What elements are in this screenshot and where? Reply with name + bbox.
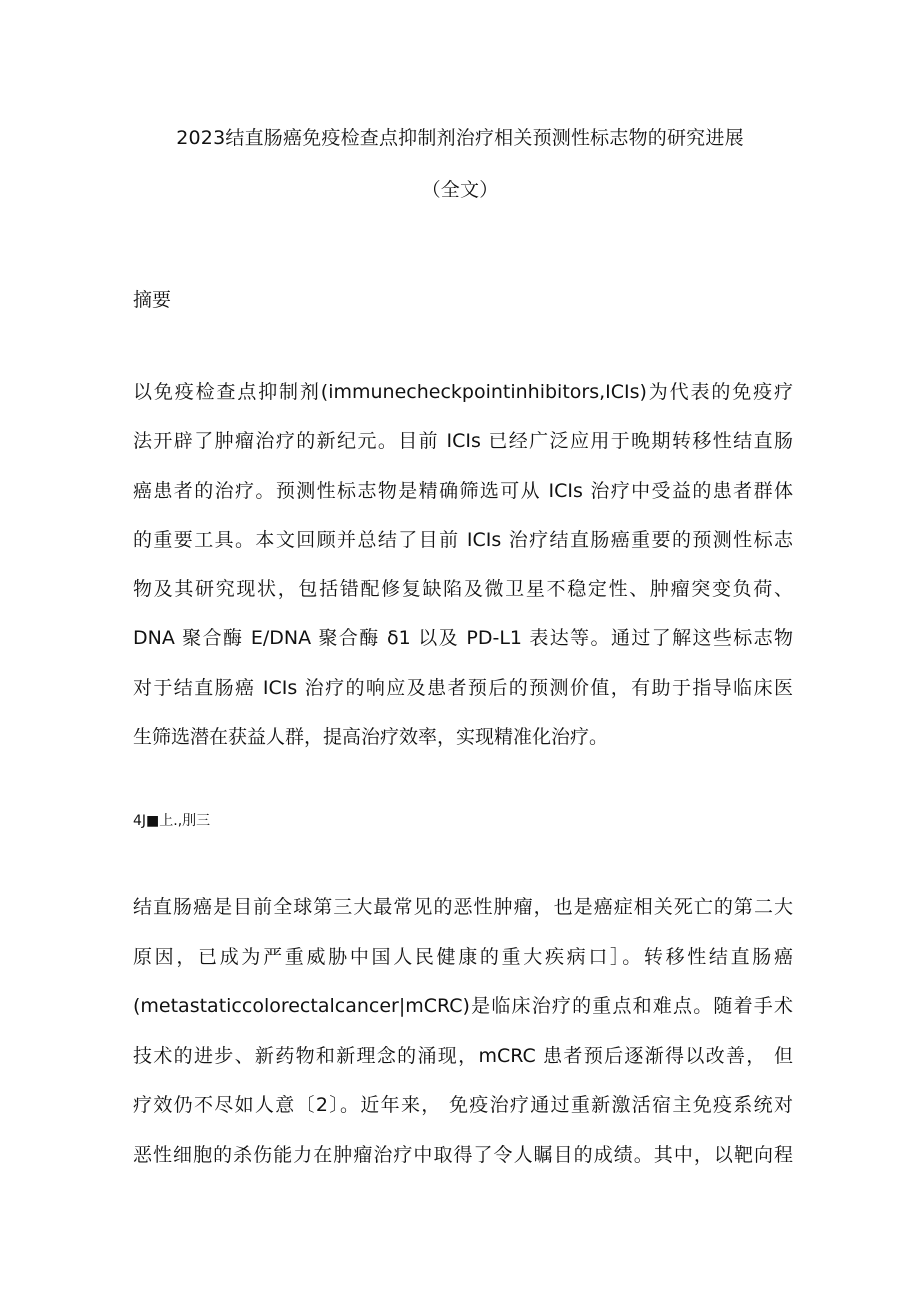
document-title: 2023结直肠癌免疫检查点抑制剂治疗相关预测性标志物的研究进展	[176, 127, 744, 149]
intro-line: 原因，已成为严重威胁中国人民健康的重大疾病口］。转移性结直肠癌	[133, 945, 793, 968]
abstract-line: 以免疫检查点抑制剂(immunecheckpointinhibitors,ICIs)为代表的免疫疗	[133, 381, 793, 403]
intro-line: 恶性细胞的杀伤能力在肿瘤治疗中取得了令人瞩目的成绩。其中，以靶向程	[133, 1143, 793, 1166]
abstract-line: 对于结直肠癌 ICIs 治疗的响应及患者预后的预测价值，有助于指导临床医	[133, 676, 793, 699]
intro-line: 结直肠癌是目前全球第三大最常见的恶性肿瘤，也是癌症相关死亡的第二大	[133, 896, 793, 918]
abstract-line: 癌患者的治疗。预测性标志物是精确筛选可从 ICIs 治疗中受益的患者群体	[133, 479, 793, 502]
abstract-line: 的重要工具。本文回顾并总结了目前 ICIs 治疗结直肠癌重要的预测性标志	[133, 528, 793, 551]
document-title-suffix: （全文）	[421, 179, 499, 201]
intro-line: 技术的进步、新药物和新理念的涌现，mCRC 患者预后逐渐得以改善， 但	[133, 1044, 793, 1067]
abstract-heading: 摘要	[133, 289, 172, 311]
abstract-line: 物及其研究现状，包括错配修复缺陷及微卫星不稳定性、肿瘤突变负荷、	[133, 578, 793, 601]
abstract-line: DNA 聚合酶 E/DNA 聚合酶 δ1 以及 PD-L1 表达等。通过了解这些标志物	[133, 627, 793, 650]
intro-paragraph	[133, 883, 793, 1180]
intro-line: (metastaticcolorectalcancer|mCRC)是临床治疗的重点和难点。随着手术	[133, 995, 793, 1017]
abstract-line: 生筛选潜在获益人群，提高治疗效率，实现精准化治疗。	[133, 726, 609, 749]
abstract-line: 法开辟了肿瘤治疗的新纪元。目前 ICIs 已经广泛应用于晚期转移性结直肠	[133, 430, 793, 453]
abstract-paragraph	[133, 368, 793, 762]
keywords-line: 4J■上.,刖三	[133, 813, 211, 829]
intro-line: 疗效仍不尽如人意〔2〕。近年来， 免疫治疗通过重新激活宿主免疫系统对	[133, 1094, 793, 1116]
